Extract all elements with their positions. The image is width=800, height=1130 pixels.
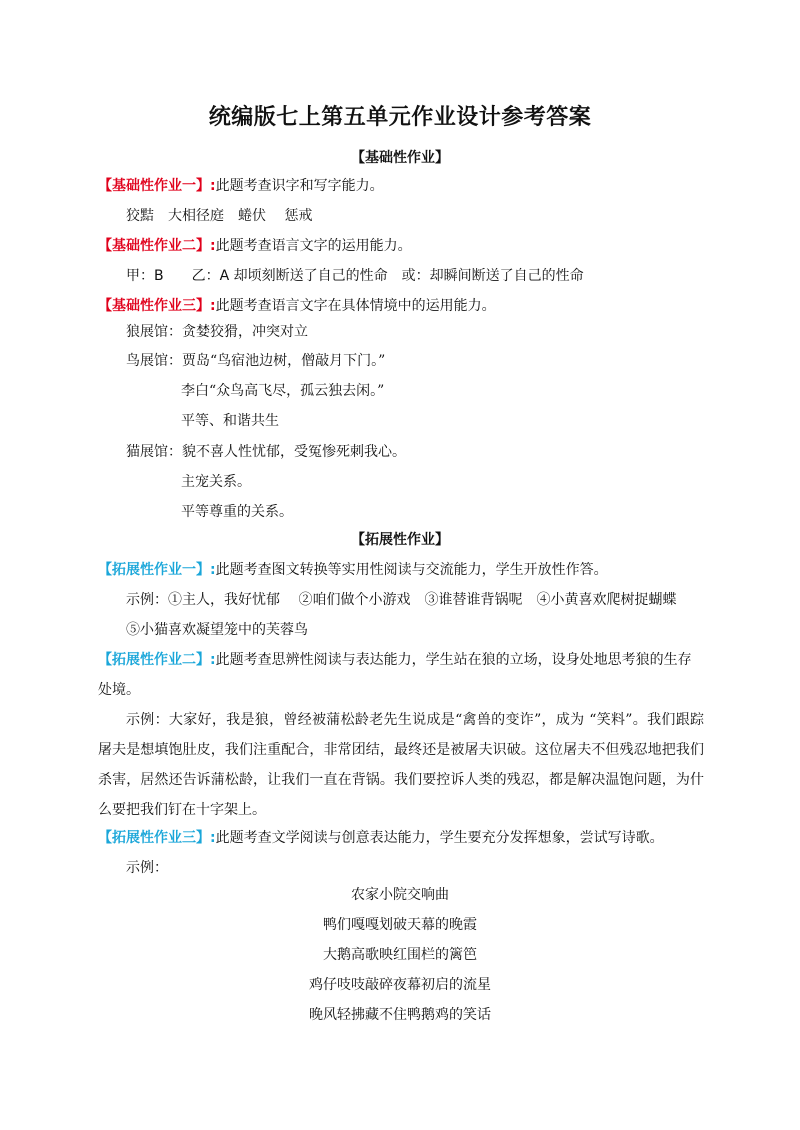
poem-line: 晚风轻拂藏不住鸭鹅鸡的笑话 — [309, 1007, 491, 1023]
basic-task3-cat2: 主宠关系。 — [181, 474, 251, 490]
basic-task3-cat1: 猫展馆：貌不喜人性忧郁，受冤惨死刺我心。 — [126, 444, 406, 460]
extended-task1-example1: 示例：①主人，我好忧郁 ②咱们做个小游戏 ③谁替谁背锅呢 ④小黄喜欢爬树捉蝴蝶 — [126, 592, 677, 608]
extended-task2-block — [98, 645, 704, 705]
basic-task3-bird1: 鸟展馆：贾岛“鸟宿池边树，僧敲月下门。” — [126, 353, 386, 369]
basic-task3-wolf: 狼展馆：贪婪狡猾，冲突对立 — [126, 324, 308, 340]
page-title: 统编版七上第五单元作业设计参考答案 — [208, 105, 592, 130]
basic-task1-line — [98, 176, 384, 196]
extended-task3-desc: 此题考查文学阅读与创意表达能力，学生要充分发挥想象，尝试写诗歌。 — [215, 830, 664, 846]
extended-task1-desc: 此题考查图文转换等实用性阅读与交流能力，学生开放性作答。 — [215, 562, 608, 578]
basic-task1-tag: 【基础性作业一】: — [98, 178, 216, 194]
basic-task3-line — [98, 296, 496, 316]
extended-task3-example-label: 示例： — [126, 860, 168, 876]
extended-task1-line — [98, 560, 608, 580]
basic-task2-answer-jia: 甲：B — [126, 268, 164, 284]
basic-task3-bird3: 平等、和谐共生 — [181, 413, 279, 429]
basic-task2-tag: 【基础性作业二】: — [98, 238, 216, 254]
basic-task1-desc: 此题考查识字和写字能力。 — [215, 178, 384, 194]
extended-task1-tag: 【拓展性作业一】: — [98, 562, 216, 578]
extended-section-heading: 【拓展性作业】 — [351, 532, 449, 548]
extended-task2-tag: 【拓展性作业二】: — [98, 652, 216, 668]
extended-task1-example2: ⑤小猫喜欢凝望笼中的芙蓉鸟 — [126, 622, 308, 638]
poem-line: 大鹅高歌映红围栏的篱笆 — [323, 947, 477, 963]
basic-task2-answer-yi: 乙：A 却顷刻断送了自己的性命 或：却瞬间断送了自己的性命 — [191, 268, 584, 284]
extended-task2-desc: 此题考查思辨性阅读与表达能力，学生站在狼的立场，设身处地思考狼的生存处境。 — [98, 652, 692, 698]
basic-task2-answers — [126, 266, 584, 286]
basic-task2-line — [98, 236, 412, 256]
extended-task2-example: 示例：大家好，我是狼，曾经被蒲松龄老先生说成是“禽兽的变诈”，成为 “笑料”。我们跟踪屠夫是想填饱肚皮，我们注重配合，非常团结，最终还是被屠夫识破。这位屠夫不但残忍地把我们杀害，居然还告诉蒲松龄，让我们一直在背锅。我们要控诉人类的残忍，都是解决温饱问题，为什么要把我们钉在十字架上。 — [98, 712, 704, 818]
poem-line: 鸭们嘎嘎划破天幕的晚霞 — [323, 917, 477, 933]
basic-task3-desc: 此题考查语言文字在具体情境中的运用能力。 — [215, 298, 496, 314]
basic-task3-tag: 【基础性作业三】: — [98, 298, 216, 314]
basic-task3-bird2: 李白“众鸟高飞尽，孤云独去闲。” — [181, 383, 385, 399]
basic-task3-cat3: 平等尊重的关系。 — [181, 504, 293, 520]
poem-line: 鸡仔吱吱敲碎夜幕初启的流星 — [309, 977, 491, 993]
extended-task3-line — [98, 828, 664, 848]
poem-title: 农家小院交响曲 — [351, 887, 449, 903]
extended-task3-tag: 【拓展性作业三】: — [98, 830, 216, 846]
basic-task1-answer: 狡黠 大相径庭 蜷伏 惩戒 — [126, 208, 313, 224]
basic-task2-desc: 此题考查语言文字的运用能力。 — [215, 238, 412, 254]
basic-section-heading: 【基础性作业】 — [351, 150, 449, 166]
